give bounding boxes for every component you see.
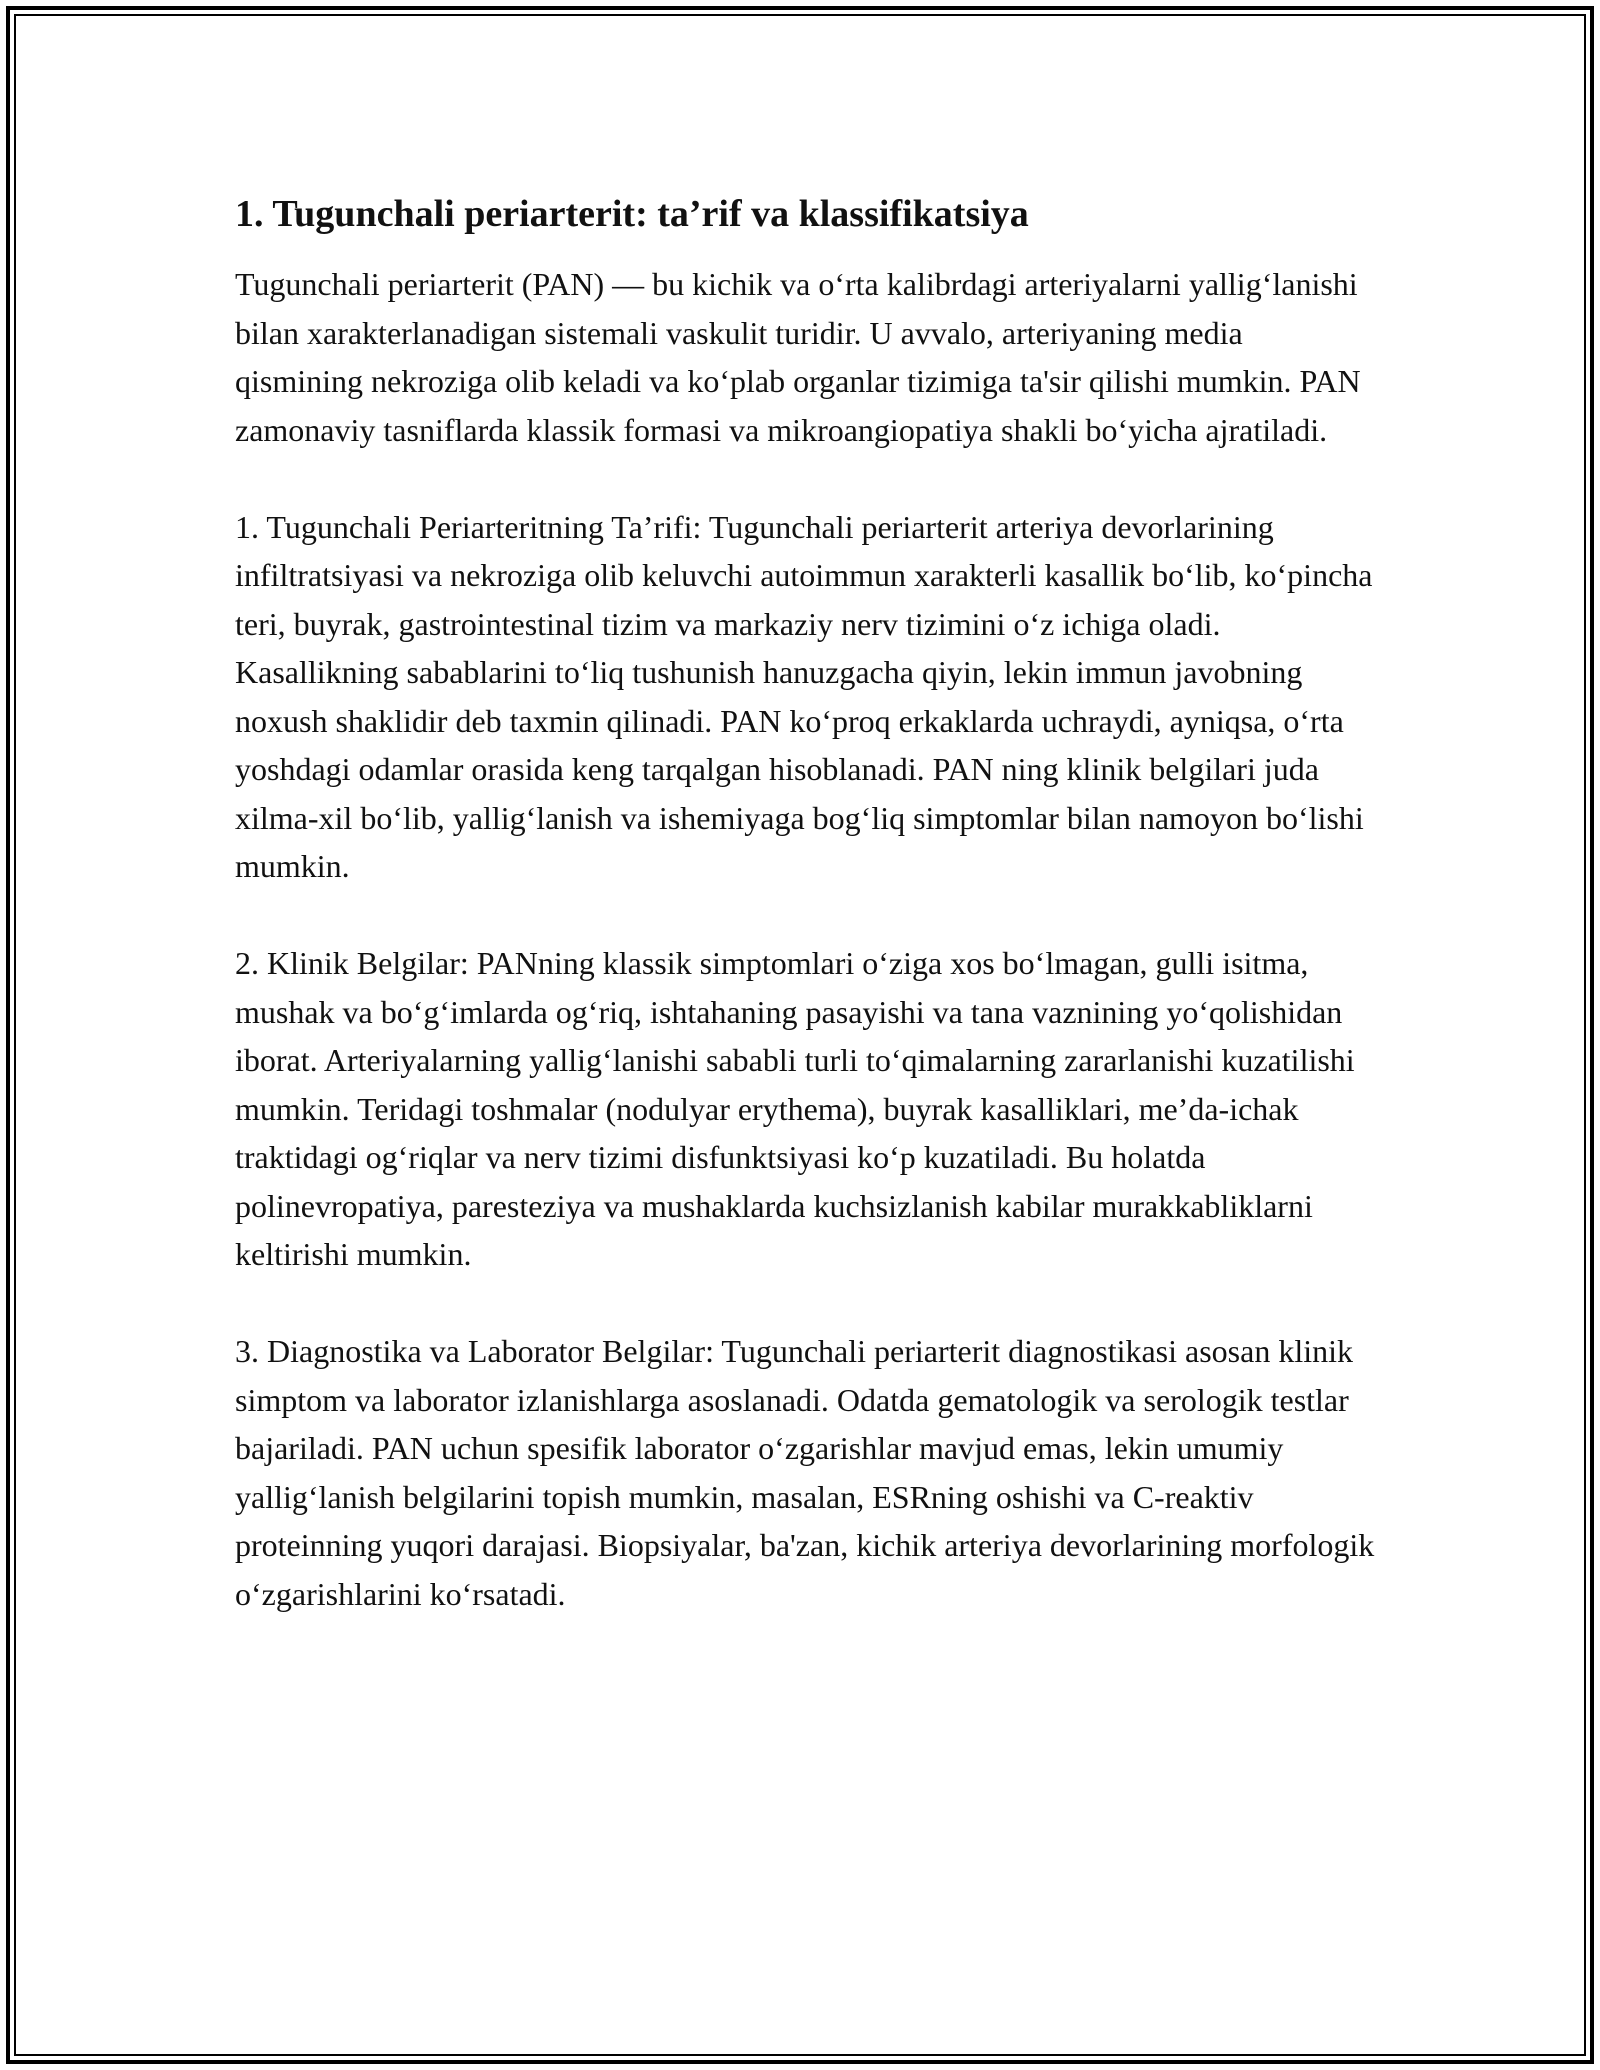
paragraph-intro: Tugunchali periarterit (PAN) — bu kichik va o‘rta kalibrdagi arteriyalarni yallig‘lanishi bilan xarakterlanadigan sistemali vaskulit turidir. U avvalo, arteriyaning media qismining nekroziga olib keladi va ko‘plab organlar tizimiga ta'sir qilishi mumkin. PAN zamonaviy tasniflarda klassik formasi va mikroangiopatiya shakli bo‘yicha ajratiladi. <box>235 266 1361 448</box>
paragraph-clinical-signs: 2. Klinik Belgilar: PANning klassik simptomlari o‘ziga xos bo‘lmagan, gulli isitma, mushak va bo‘g‘imlarda og‘riq, ishtahaning pasayishi va tana vaznining yo‘qolishidan iborat. Arteriyalarning yallig‘lanishi sababli turli to‘qimalarning zararlanishi kuzatilishi mumkin. Teridagi toshmalar (nodulyar erythema), buyrak kasalliklari, me’da-ichak traktidagi og‘riqlar va nerv tizimi disfunktsiyasi ko‘p kuzatiladi. Bu holatda polinevropatiya, paresteziya va mushaklarda kuchsizlanish kabilar murakkabliklarni keltirishi mumkin. <box>235 945 1355 1272</box>
paragraph-diagnostics: 3. Diagnostika va Laborator Belgilar: Tugunchali periarterit diagnostikasi asosan klinik simptom va laborator izlanishlarga asoslanadi. Odatda gematologik va serologik testlar bajariladi. PAN uchun spesifik laborator o‘zgarishlar mavjud emas, lekin umumiy yallig‘lanish belgilarini topish mumkin, masalan, ESRning oshishi va C-reaktiv proteinning yuqori darajasi. Biopsiyalar, ba'zan, kichik arteriya devorlarining morfologik o‘zgarishlarini ko‘rsatadi. <box>235 1333 1375 1612</box>
section-title: 1. Tugunchali periarterit: ta’rif va klassifikatsiya <box>235 193 1029 235</box>
document-body <box>235 190 1375 1667</box>
paragraph-definition: 1. Tugunchali Periarteritning Ta’rifi: Tugunchali periarterit arteriya devorlarining infiltratsiyasi va nekroziga olib keluvchi autoimmun xarakterli kasallik bo‘lib, ko‘pincha teri, buyrak, gastrointestinal tizim va markaziy nerv tizimini o‘z ichiga oladi. Kasallikning sabablarini to‘liq tushunish hanuzgacha qiyin, lekin immun javobning noxush shaklidir deb taxmin qilinadi. PAN ko‘proq erkaklarda uchraydi, ayniqsa, o‘rta yoshdagi odamlar orasida keng tarqalgan hisoblanadi. PAN ning klinik belgilari juda xilma-xil bo‘lib, yallig‘lanish va ishemiyaga bog‘liq simptomlar bilan namoyon bo‘lishi mumkin. <box>235 508 1373 884</box>
